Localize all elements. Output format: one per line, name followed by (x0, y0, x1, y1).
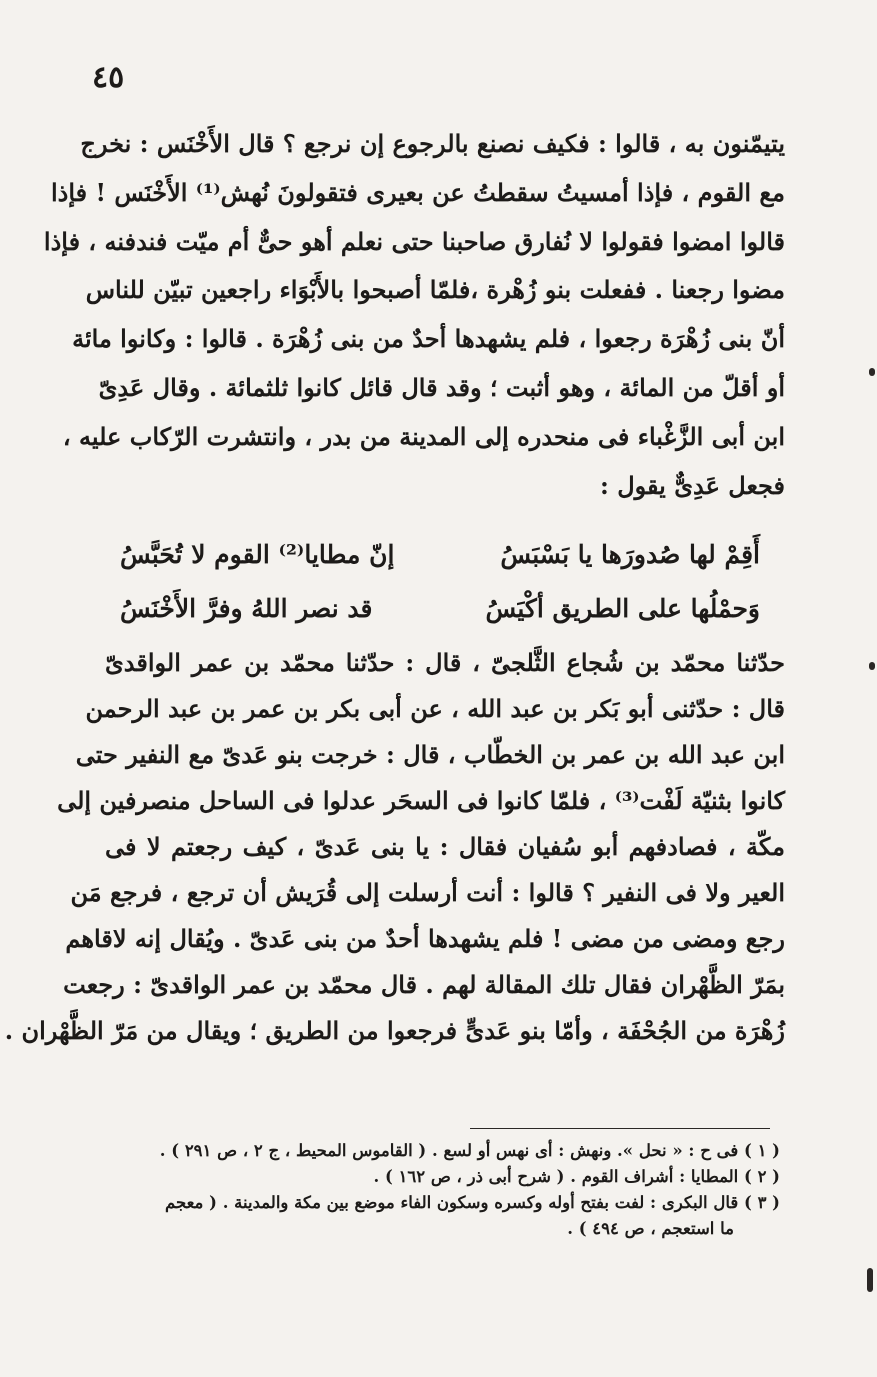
paragraph-1 (43, 120, 785, 510)
text-line: كانوا بثنيّة لَفْت⁽³⁾ ، فلمّا كانوا فى السحَر عدلوا فى الساحل منصرفين إلى (57, 786, 785, 815)
footnote: ( ١ ) فى ح : « نحل ». ونهش : أى نهس أو لسع . ( القاموس المحيط ، ج ٢ ، ص ٢٩١ ) . (159, 1141, 780, 1160)
scan-speck (867, 1268, 873, 1292)
text-line: يتيمّنون به ، قالوا : فكيف نصنع بالرجوع إن نرجع ؟ قال الأَخْنَس : نخرج (80, 129, 785, 158)
poem-hemistich-second: إنّ مطايا⁽²⁾ القوم لا تُحَبَّسُ (120, 540, 395, 569)
text-line: أنّ بنى زُهْرَة رجعوا ، فلم يشهدها أحدٌ من بنى زُهْرَة . قالوا : وكانوا مائة (72, 324, 785, 354)
poem-verse (120, 582, 760, 636)
text-line: حدّثنا محمّد بن شُجاع الثَّلجىّ ، قال : حدّثنا محمّد بن عمر الواقدىّ (105, 648, 785, 677)
text-line: ابن أبى الزَّغْباء فى منحدره إلى المدينة من بدر ، وانتشرت الرّكاب عليه ، (62, 421, 785, 451)
text-line: مضوا رجعنا . ففعلت بنو زُهْرة ،فلمّا أصبحوا بالأَبْوَاء راجعين تبيّن للناس (85, 275, 785, 305)
footnote-continuation: ما استعجم ، ص ٤٩٤ ) . (567, 1219, 734, 1238)
scan-speck (869, 368, 875, 376)
text-line: مكّة ، فصادفهم أبو سُفيان فقال : يا بنى عَدىّ ، كيف رجعتم لا فى (105, 832, 785, 861)
text-line: رجع ومضى من مضى ! فلم يشهدها أحدٌ من بنى عَدىّ . ويُقال إنه لاقاهم (65, 924, 785, 953)
poem-hemistich-second: قد نصر اللهُ وفرَّ الأَخْنَسُ (120, 594, 373, 623)
footnote-divider (470, 1128, 770, 1129)
text-line: أو أقلّ من المائة ، وهو أثبت ؛ وقد قال قائل كانوا ثلثمائة . وقال عَدِىّ (98, 372, 785, 402)
text-line: قالوا امضوا فقولوا لا نُفارق صاحبنا حتى نعلم أهو حىٌّ أم ميّت فندفنه ، فإذا (43, 226, 785, 256)
text-line: العير ولا فى النفير ؟ قالوا : أنت أرسلت إلى قُرَيش أن ترجع ، فرجع مَن (70, 878, 785, 907)
scan-speck (869, 662, 875, 670)
text-line: مع القوم ، فإذا أمسيتُ سقطتُ عن بعيرى فتقولونَ نُهش⁽¹⁾ الأَخْنَس ! فإذا (51, 177, 785, 207)
footnotes (100, 1138, 780, 1242)
text-line: ابن عبد الله بن عمر بن الخطّاب ، قال : خرجت بنو عَدىّ مع النفير حتى (75, 740, 785, 769)
footnote: ( ٢ ) المطايا : أشراف القوم . ( شرح أبى ذر ، ص ١٦٢ ) . (373, 1167, 780, 1186)
paragraph-2 (4, 640, 785, 1054)
poem-hemistich-first: أَقِمْ لها صُدورَها يا بَسْبَسُ (500, 540, 760, 569)
poem-verse (120, 528, 760, 582)
poem-hemistich-first: وَحمْلُها على الطريق أكْيَسُ (485, 594, 760, 623)
text-line: قال : حدّثنى أبو بَكر بن عبد الله ، عن أبى بكر بن عمر بن عبد الرحمن (85, 694, 785, 723)
text-line: زُهْرَة من الجُحْفَة ، وأمّا بنو عَدىٍّ فرجعوا من الطريق ؛ ويقال من مَرّ الظَّهْران . (4, 1016, 785, 1045)
poem (120, 528, 760, 636)
footnote: ( ٣ ) قال البكرى : لفت بفتح أوله وكسره وسكون الفاء موضع بين مكة والمدينة . ( معجم (164, 1193, 780, 1212)
page-number: ٤٥ (92, 60, 125, 95)
text-line: فجعل عَدِىٌّ يقول : (599, 470, 785, 500)
text-line: بمَرّ الظَّهْران فقال تلك المقالة لهم . قال محمّد بن عمر الواقدىّ : رجعت (63, 970, 785, 999)
